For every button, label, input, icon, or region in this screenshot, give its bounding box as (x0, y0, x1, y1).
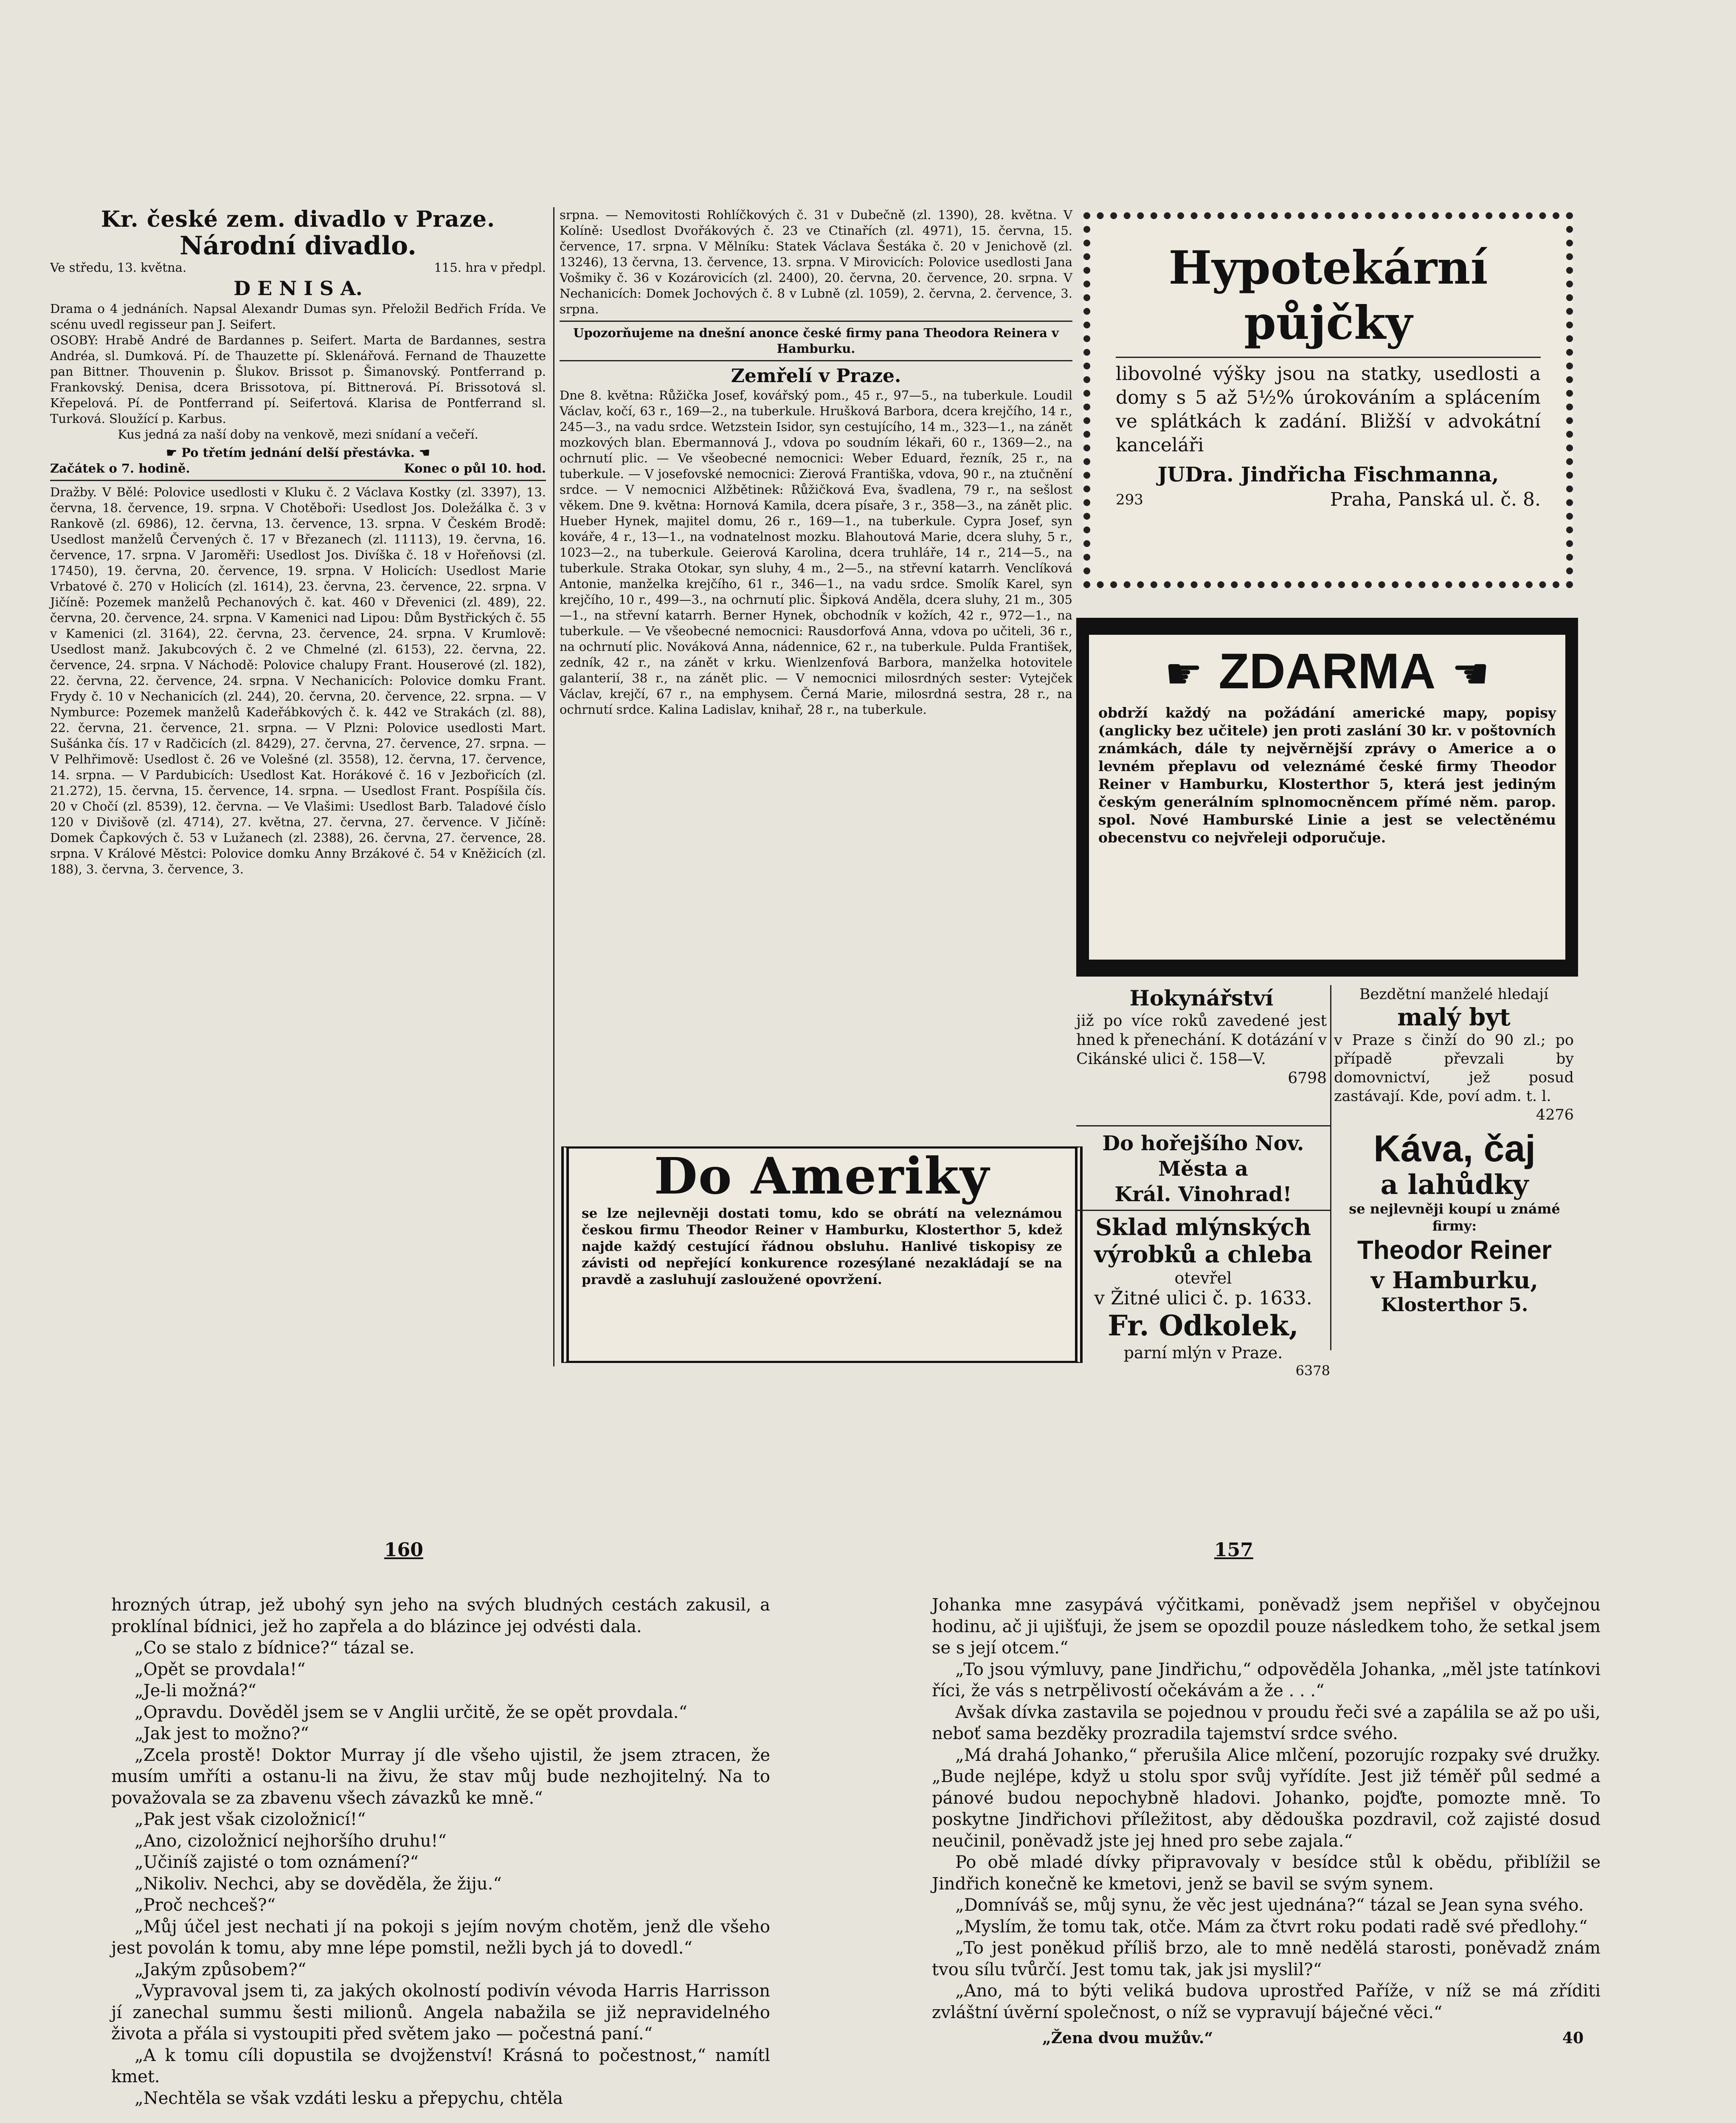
story-footer-title: „Žena dvou mužův.“ (1042, 2029, 1213, 2047)
ad-zdarma (1076, 618, 1578, 977)
story-paragraph: „Jak jest to možno?“ (135, 1724, 309, 1743)
story-paragraph: „Ano, cizoložnicí nejhoršího druhu!“ (135, 1831, 447, 1851)
divider (1076, 1210, 1330, 1211)
ad-manzele-big: malý byt (1397, 1003, 1511, 1031)
ad-hokynarstvi-num: 6798 (1288, 1070, 1327, 1087)
story-paragraph: „Nechtěla se však vzdáti lesku a přepychu, chtěla (135, 2088, 563, 2108)
theatre-date: Ve středu, 13. května. (50, 260, 187, 275)
ad-kava-street: Klosterthor 5. (1381, 1294, 1528, 1316)
ad-amerika (561, 1146, 1083, 1363)
ad-zdarma-text: obdrží každý na požádání americké mapy, popisy (anglicky bez učitele) jen proti zaslání 30 kr. v poštovních známkách, dále ty nejvěrnější zprávy o Americe a o levném přeplavu od veleznámé české firmy Theodor Reiner v Hamburku, Klosterthor 5, která jest jediným českým generálním splnomocněncem přímé něm. parop. spol. Nové Hamburské Linie a jest se velectěnému obecenstvu co nejvřeleji odporučuje. (1098, 704, 1556, 846)
play-scene: Kus jedná za naší doby na venkově, mezi snídaní a večeří. (118, 427, 478, 442)
ad-odkolek-big2: výrobků a chleba (1094, 1241, 1312, 1268)
ad-odkolek-title1: Do hořejšího Nov. Města a (1102, 1132, 1304, 1181)
pointing-hand-icon: ☛ (166, 445, 182, 460)
story-paragraph: „Má drahá Johanko,“ přerušila Alice mlčení, pozorujíc rozpaky své družky. „Bude nejlépe, když u stolu spor svůj vyřídíte. Jest již téměř půl sedmé a pánové budou nepochybně hladovi. Johanko, pojďte, pomozte mně. To poskytne Jindřichovi příležitost, aby dědouška pozdravil, což zajisté dosud neučinil, poněvadž jste jej hned pro sebe zajala.“ (932, 1745, 1601, 1851)
story-paragraph: „Domníváš se, můj synu, že věc jest ujednána?“ tázal se Jean syna svého. (955, 1895, 1584, 1915)
story-paragraph: „Myslím, že tomu tak, otče. Mám za čtvrt roku podati radě své předlohy.“ (955, 1917, 1588, 1937)
ad-hokynarstvi-text: již po více roků zavedené jest hned k přenechání. K dotázání v Cikánské ulici č. 158—V. (1076, 1012, 1327, 1068)
ad-kava-city: v Hamburku, (1370, 1267, 1539, 1294)
end-time: Konec o půl 10. hod. (404, 461, 546, 476)
ad-kava-name: Theodor Reiner (1357, 1236, 1552, 1265)
column-divider (1330, 985, 1331, 1125)
ad-kava-big2: a lahůdky (1380, 1169, 1529, 1201)
ad-hokynarstvi (1076, 985, 1327, 1088)
story-paragraph: „Zcela prostě! Doktor Murray jí dle všeho ujistil, že jsem ztracen, že musím umříti a ostanu-li na živu, že stav můj bude nezhojitelný. Na to považovala se za zbavenu všech závazků ke mně.“ (111, 1745, 770, 1808)
story-footer (932, 2027, 1601, 2049)
ad-kava-text: se nejlevněji koupí u známé firmy: (1349, 1201, 1560, 1234)
ad-kava (1335, 1127, 1574, 1317)
story-paragraph: „A k tomu cíli dopustila se dvojženství! Krásná to počestnost,“ namítl kmet. (111, 2045, 770, 2086)
ad-manzele (1334, 985, 1574, 1124)
column-divider (1330, 1125, 1331, 1350)
auctions-continued: srpna. — Nemovitosti Rohlíčkových č. 31 v Dubečně (zl. 1390), 28. května. V Kolíně: Usedlost Dvořákových č. 23 ve Ctinařích (zl. 4971), 15. června, 15. července, 17. srpna. V Mělníku: Statek Václava Šestáka č. 20 v Jenichově (zl. 13246), 13 června, 13. července, 13. srpna. V Mirovicích: Polovice usedlosti Jana Vošmiky č. 36 v Kozárovicích (zl. 2400), 20. června, 20. července, 20. srpna. V Nechanicích: Domek Jochových č. 8 v Lubně (zl. 1059), 2. června, 2. července, 3. srpna. (560, 208, 1072, 316)
story-paragraph: „Opět se provdala!“ (135, 1659, 306, 1679)
story-paragraph: „To jest poněkud příliš brzo, ale to mně nedělá starosti, poněvadž znám tvou sílu tvůrčí. Jest tomu tak, jak jsi myslil?“ (932, 1938, 1601, 1979)
ad-odkolek-open: otevřel (1174, 1269, 1232, 1287)
ad-amerika-text: se lze nejlevněji dostati tomu, kdo se obrátí na veleznámou českou firmu Theodor Reiner v Hamburku, Klosterthor 5, kdež najde každý cestující řádnou obsluhu. Hanlivé tiskopisy ze závisti od nepřející konkurence rozesýlané nezakládají se na pravdě a zasluhují zasloužené opovržení. (582, 1206, 1062, 1287)
theatre-header: Kr. české zem. divadlo v Praze. (101, 206, 495, 232)
ad-zdarma-title: ZDARMA (1218, 643, 1436, 699)
pause-text: Po třetím jednání delší přestávka. (181, 445, 415, 460)
story-paragraph: „Co se stalo z bídnice?“ tázal se. (135, 1638, 415, 1658)
ad-odkolek-name: Fr. Odkolek, (1108, 1309, 1299, 1342)
ad-odkolek (1076, 1125, 1330, 1378)
story-paragraph: „Proč nechceš?“ (135, 1895, 276, 1915)
notice: Upozorňujeme na dnešní anonce české firmy pana Theodora Reinera v Hamburku. (573, 326, 1059, 356)
pointing-hand-icon: ☛ (1165, 649, 1203, 698)
ad-amerika-title: Do Ameriky (654, 1146, 990, 1205)
middle-column (560, 207, 1072, 718)
story-footer-number: 40 (1562, 2029, 1584, 2047)
story-paragraph: Po obě mladé dívky připravovaly v besídce stůl k obědu, přiblížil se Jindřich konečně ke kmetovi, jenž se bavil se svým synem. (932, 1853, 1601, 1894)
column-divider (553, 207, 554, 1366)
ad-odkolek-big1: Sklad mlýnských (1095, 1214, 1311, 1241)
story-paragraph: Johanka mne zasypává výčitkami, poněvadž jsem nepřišel v obyčejnou hodinu, ač ji ujišťuji, že jsem se opozdil pouze následkem toho, že setkal jsem se s její otcem.“ (932, 1595, 1601, 1658)
ad-hypoteky-title: Hypotekární půjčky (1168, 241, 1488, 350)
play-description: Drama o 4 jednáních. Napsal Alexandr Dumas syn. Přeložil Bedřich Frída. Ve scénu uvedl regisseur pan J. Seifert. (50, 301, 546, 332)
ad-manzele-num: 4276 (1536, 1107, 1574, 1123)
pointing-hand-left-icon: ☚ (1452, 649, 1490, 698)
ad-hypoteky-firm: JUDra. Jindřicha Fischmanna, (1157, 463, 1499, 487)
divider (1116, 357, 1541, 358)
ad-odkolek-mill: parní mlýn v Praze. (1123, 1343, 1283, 1362)
ad-kava-big1: Káva, čaj (1373, 1127, 1536, 1169)
divider (50, 480, 546, 481)
story-right-column (932, 1594, 1601, 2049)
story-paragraph: „Ano, má to býti veliká budova uprostřed Paříže, v níž se má zříditi zvláštní úvěrní společnost, o níž se vypravují báječné věci.“ (932, 1981, 1601, 2022)
ad-hypoteky (1083, 212, 1573, 588)
ad-zdarma-title-row (1098, 643, 1556, 701)
story-paragraph: „Nikoliv. Nechci, aby se dověděla, že žiju.“ (135, 1874, 502, 1894)
pointing-hand-left-icon: ☚ (414, 445, 430, 460)
story-paragraph: Avšak dívka zastavila se pojednou v proudu řeči své a zapálila se až po uši, neboť sama bezděky prozradila tajemství srdce svého. (932, 1702, 1601, 1743)
ad-odkolek-num: 6378 (1295, 1363, 1330, 1379)
story-paragraph: „Můj účel jest nechati jí na pokoji s jejím novým chotěm, jenž dle všeho jest povolán k tomu, aby mne lépe pomstil, nežli bych já to dovedl.“ (111, 1917, 770, 1958)
ad-hypoteky-num: 293 (1116, 491, 1143, 508)
ad-odkolek-title2: Král. Vinohrad! (1114, 1183, 1292, 1206)
times-row (50, 461, 546, 476)
theatre-column (50, 207, 546, 877)
story-paragraph: „Je-li možná?“ (135, 1681, 256, 1701)
theatre-subheader: Národní divadlo. (180, 231, 416, 261)
auctions-text: Dražby. V Bělé: Polovice usedlosti v Kluku č. 2 Václava Kostky (zl. 3397), 13. června, 18. července, 19. srpna. V Chotěboři: Usedlost Jos. Doležálka č. 3 v Rankově (zl. 6986), 12. června, 13. července, 13. srpna. V Českém Brodě: Usedlost manželů Červených č. 17 v Březanech (zl. 11113), 19. června, 16. července, 17. srpna. V Jaroměři: Usedlost Jos. Divíška č. 18 v Hořeňovsi (zl. 17450), 19. června, 20. července, 19. srpna. V Holicích: Usedlost Marie Vrbatové č. 270 v Holicích (zl. 1614), 23. června, 23. července, 22. srpna. V Jičíně: Pozemek manželů Pechanových č. kat. 460 v Dřevenici (zl. 489), 22. června, 20. července, 24. srpna. V Kamenici nad Lipou: Dům Bystřických č. 55 v Kamenici (zl. 3164), 22. června, 23. července, 24. srpna. V Krumlově: Usedlost manž. Jakubcových č. 2 ve Chmelné (zl. 6153), 22. června, 22. července, 24. srpna. V Náchodě: Polovice chalupy Frant. Houserové (zl. 182), 22. června, 22. července, 24. srpna. V Nechanicích: Polovice domku Frant. Frydy č. 10 v Nechanicích (zl. 244), 20. června, 20. července, 22. srpna. — V Nymburce: Pozemek manželů Kadeřábkových č. k. 442 ve Strakách (zl. 88), 22. června, 21. července, 21. srpna. — V Plzni: Polovice usedlosti Mart. Sušánka čís. 17 v Radčicích (zl. 8429), 27. června, 27. července, 27. srpna. — V Pelhřimově: Usedlost č. 26 ve Volešné (zl. 3558), 12. června, 17. července, 14. srpna. — V Pardubicích: Usedlost Kat. Horákové č. 16 v Jezbořicích (zl. 21.272), 15. června, 15. července, 14. srpna. — Usedlost Frant. Pospíšila čís. 20 v Chočí (zl. 8539), 12. června. — Ve Vlašimi: Usedlost Barb. Taladové číslo 120 v Divišově (zl. 4714), 27. května, 27. června, 27. července. V Jičíně: Domek Čapkových č. 53 v Lužanech (zl. 2388), 26. června, 27. července, 28. srpna. V Králové Městci: Polovice domku Anny Brzákové č. 54 v Kněžicích (zl. 188), 3. června, 3. července, 3. (50, 485, 546, 876)
ad-odkolek-addr: v Žitné ulici č. p. 1633. (1094, 1287, 1312, 1309)
ad-manzele-text: Bezdětní manželé hledají (1359, 986, 1549, 1003)
deaths-text: Dne 8. května: Růžička Josef, kovářský pom., 45 r., 97—5., na tuberkule. Loudil Václav, kočí, 63 r., 169—2., na tuberkule. Hrušková Barbora, dcera krejčího, 14 r., 245—3., na vadu srdce. Wetzstein Isidor, syn cestujícího, 14 m., 323—1., na zánět mozkových blan. Ebermannová J., vdova po soudním lékaři, 60 r., 1369—2., na ochrnutí plic. — Ve všeobecné nemocnici: Weber Eduard, řezník, 25 r., na tuberkule. — V josefovské nemocnici: Zierová Františka, vdova, 90 r., na ztučnění srdce. — V nemocnici Alžbětinek: Růžičková Eva, švadlena, 79 r., na sešlost věkem. Dne 9. května: Hornová Kamila, dcera písaře, 3 r., 358—3., na zánět plic. Hueber Hynek, majitel domu, 26 r., 169—1., na tuberkule. Cypra Josef, syn kováře, 4 r., 13—1., na vodnatelnost mozku. Blahoutová Marie, dcera sluhy, 5 r., 1023—2., na tuberkule. Geierová Karolina, dcera truhláře, 14 r., 214—5., na tuberkule. Straka Otokar, syn sluhy, 4 m., 2—5., na střevní katarrh. Venclíková Antonie, manželka krejčího, 61 r., 346—1., na vadu srdce. Smolík Karel, syn krejčího, 10 r., 499—3., na ochrnutí plic. Šipková Anděla, dcera sluhy, 21 m., 305—1., na střevní katarrh. Berner Hynek, obchodník v kožích, 42 r., 972—1., na tuberkule. — Ve všeobecné nemocnici: Rausdorfová Anna, vdova po učiteli, 36 r., na ochrnutí plic. Nováková Anna, nádennice, 62 r., na tuberkule. Pulda František, zedník, 42 r., na zánět v krku. Wienlzenfová Barbora, manželka hotovitele galanterií, 38 r., na zánět plic. — V nemocnici milosrdných sester: Vytejček Václav, krejčí, 67 r., na emphysem. Černá Marie, milosrdná sestra, 28 r., na ochrnutí srdce. Kalina Ladislav, knihař, 28 r., na tuberkule. (560, 388, 1072, 717)
theatre-show-no: 115. hra v předpl. (434, 260, 546, 275)
start-time: Začátek o 7. hodině. (50, 461, 190, 476)
deaths-title: Zemřelí v Praze. (731, 365, 901, 387)
story-paragraph: „Pak jest však cizoložnicí!“ (135, 1810, 366, 1829)
story-paragraph: hrozných útrap, jež ubohý syn jeho na svých bludných cestách zakusil, a proklínal bídnici, jež ho zapřela a do blázince jej odvésti dala. (111, 1595, 770, 1636)
ad-hokynarstvi-title: Hokynářství (1129, 985, 1274, 1011)
story-paragraph: „Učiníš zajisté o tom oznámení?“ (135, 1853, 419, 1872)
pause-row (50, 445, 546, 461)
ad-manzele-text2: v Praze s činží do 90 zl.; po případě převzali by domovnictví, jež posud zastávají. Kde, poví adm. t. l. (1334, 1032, 1574, 1105)
ad-hypoteky-addr-row (1116, 488, 1541, 512)
play-title: D E N I S A. (234, 277, 363, 300)
story-left-column (111, 1594, 770, 2109)
theatre-date-row (50, 260, 546, 276)
page-number-left: 160 (384, 1539, 423, 1561)
story-paragraph: „Vypravoval jsem ti, za jakých okolností podivín vévoda Harris Harrisson jí zanechal summu šesti milionů. Angela nabažila se již nepravidelného života a přála si vystoupiti před světem jako — počestná paní.“ (111, 1981, 770, 2044)
ad-hypoteky-addr: Praha, Panská ul. č. 8. (1330, 489, 1541, 510)
story-paragraph: „Jakým způsobem?“ (135, 1960, 307, 1979)
ad-hypoteky-text: libovolné výšky jsou na statky, usedlosti a domy s 5 až 5½% úrokováním a splácením ve splátkách k zadání. Bližší v advokátní kanceláři (1116, 363, 1541, 456)
story-paragraph: „To jsou výmluvy, pane Jindřichu,“ odpověděla Johanka, „měl jste tatínkovi říci, že vás s netrpělivostí očekávám a že . . .“ (932, 1659, 1601, 1701)
story-paragraph: „Opravdu. Dověděl jsem se v Anglii určitě, že se opět provdala.“ (135, 1702, 687, 1722)
play-cast: OSOBY: Hrabě André de Bardannes p. Seifert. Marta de Bardannes, sestra Andréa, sl. Dumková. Pí. de Thauzette pí. Sklenářová. Fernand de Thauzette pan Bittner. Thouvenin p. Šlukov. Brissot p. Šimanovský. Pontferrand p. Frankovský. Denisa, dcera Brissotova, pí. Bittnerová. Pí. Brissotová sl. Křepelová. Pí. de Pontferrand pí. Seifertová. Klarisa de Pontferrand sl. Turková. Sloužící p. Karbus. (50, 333, 546, 426)
page-number-right: 157 (1214, 1539, 1253, 1561)
divider (560, 360, 1072, 361)
divider (560, 321, 1072, 322)
